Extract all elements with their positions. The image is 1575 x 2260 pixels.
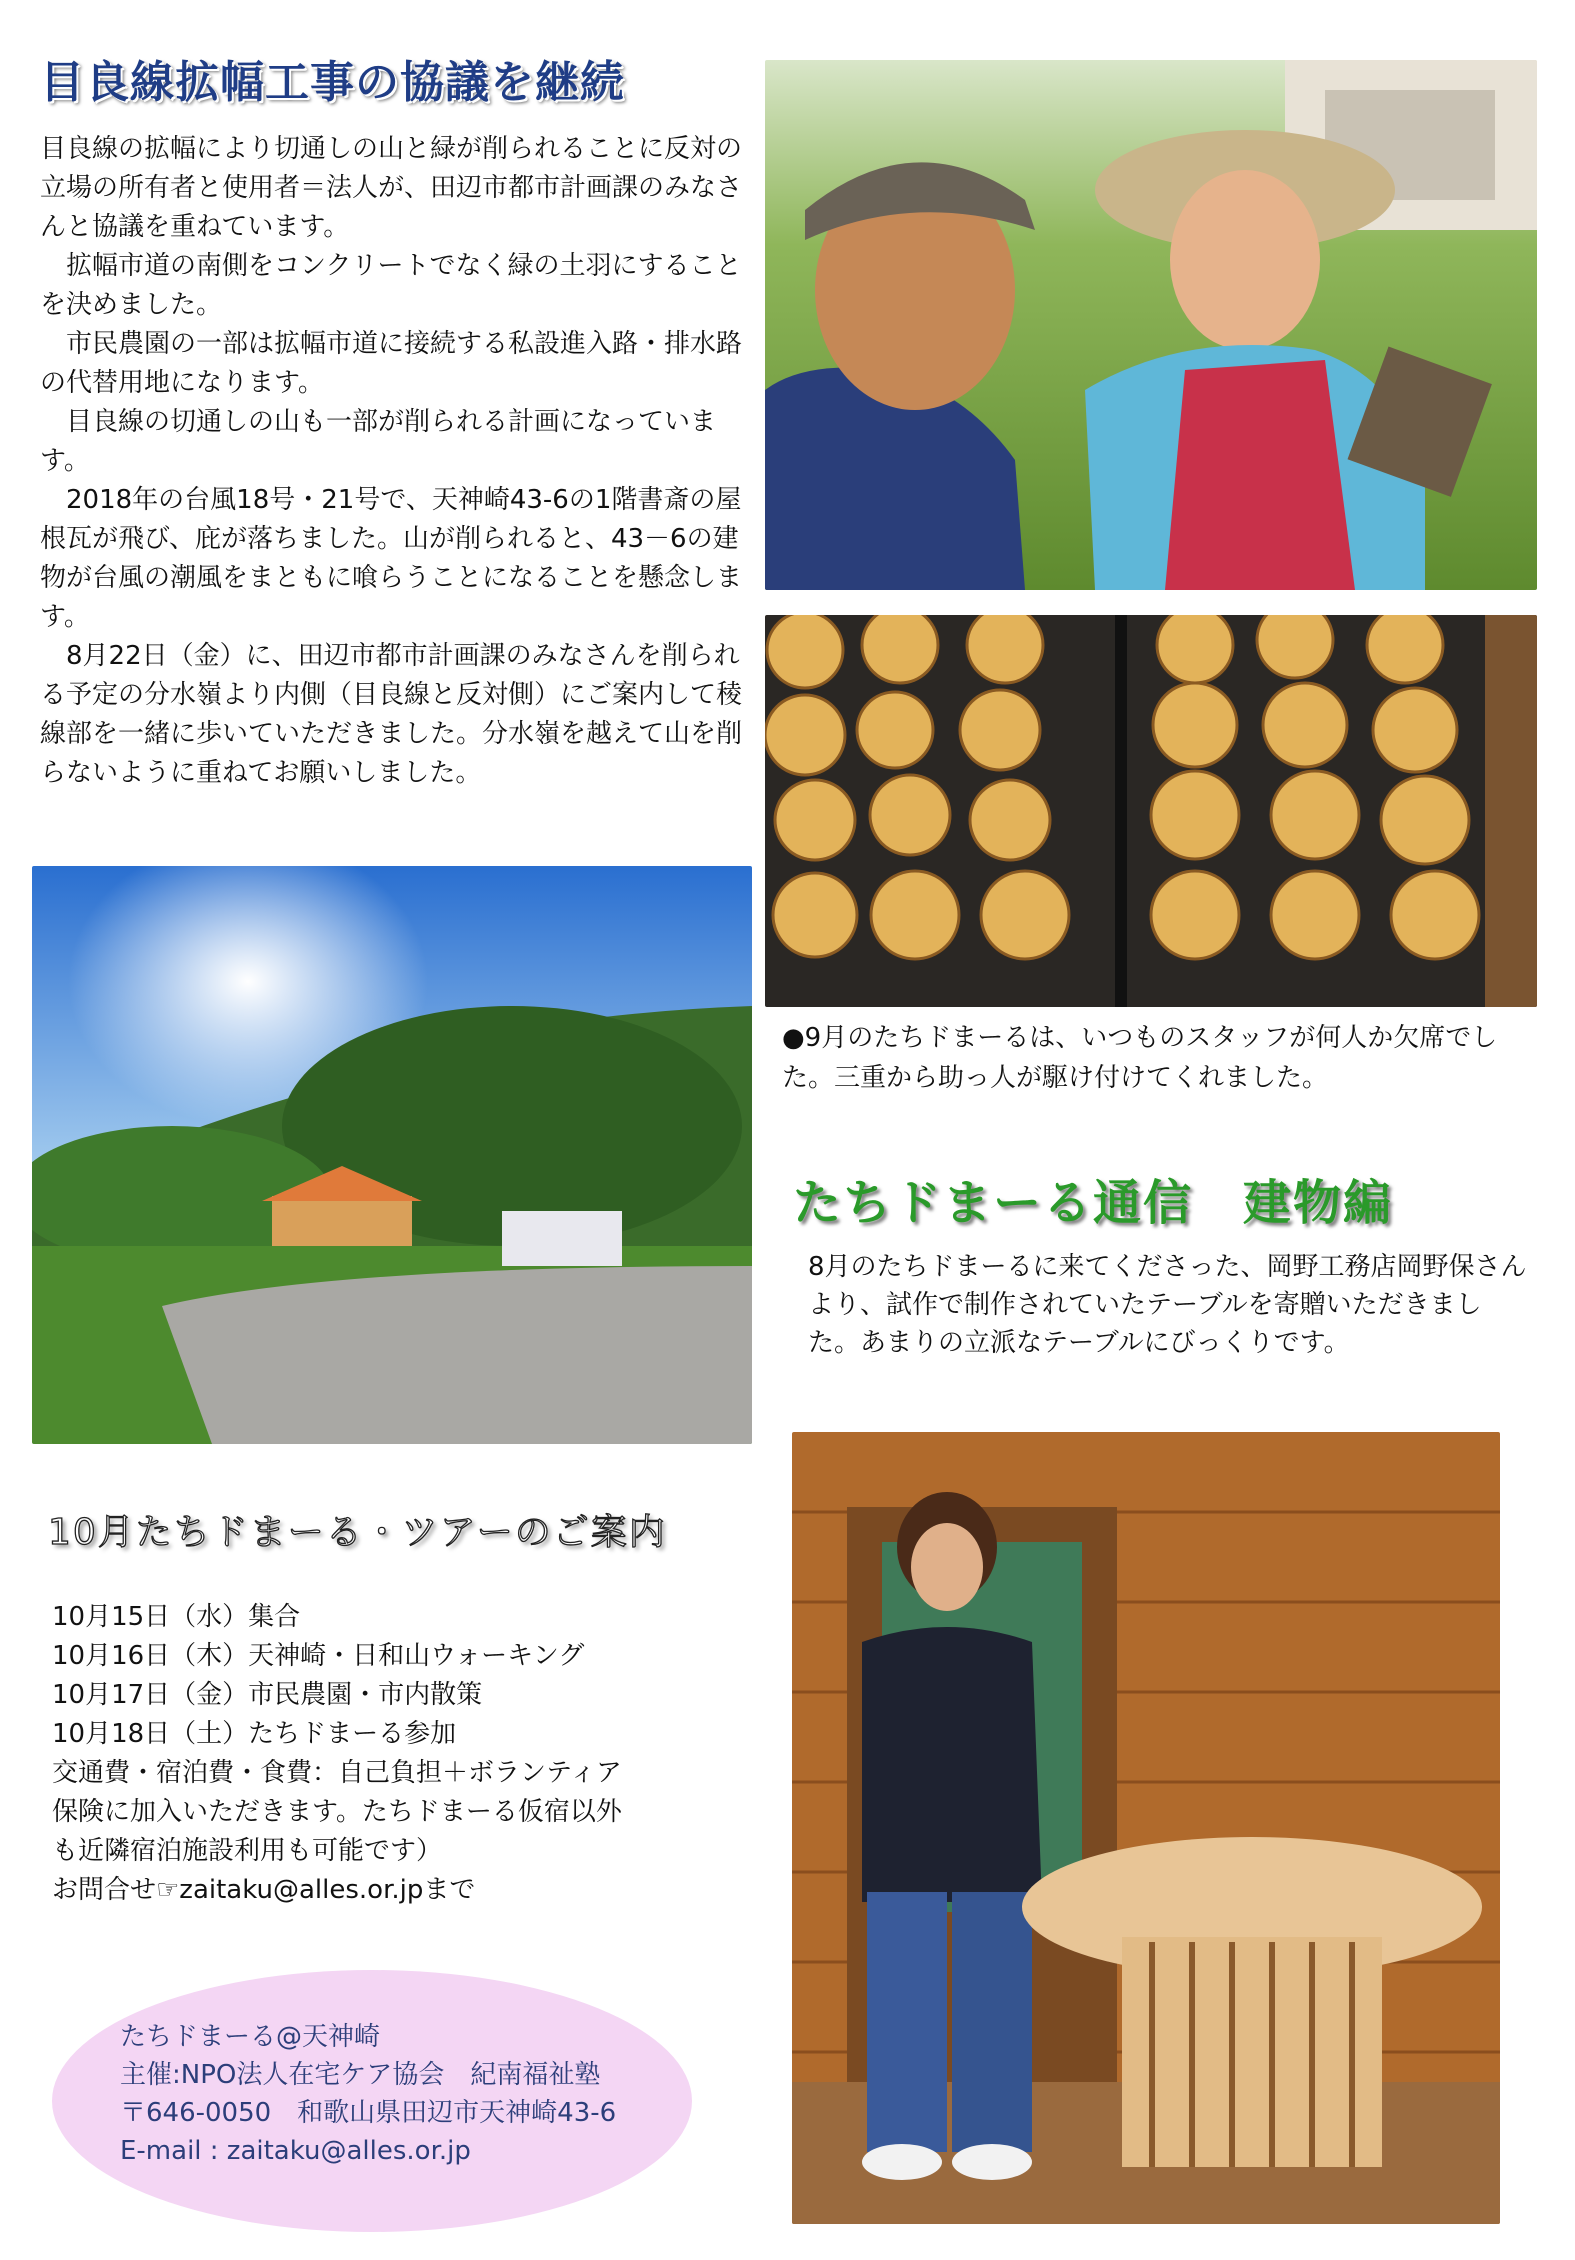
article-paragraph: 目良線の拡幅により切通しの山と緑が削られることに反対の立場の所有者と使用者＝法人が、田辺市都市計画課のみなさんと協議を重ねています。: [40, 134, 743, 242]
article-paragraph: 市民農園の一部は拡幅市道に接続する私設進入路・排水路の代替用地になります。: [40, 329, 743, 398]
tour-line: 10月18日（土）たちドまーる参加: [52, 1719, 457, 1749]
section-paragraph: 8月のたちドまーるに来てくださった、岡野工務店岡野保さんより、試作で制作されていたテーブルを寄贈いただきました。あまりの立派なテーブルにびっくりです。: [808, 1252, 1527, 1358]
newsletter-section-title: たちドまーる通信 建物編: [793, 1175, 1394, 1231]
footer-line: 主催:NPO法人在宅ケア協会 紀南福祉塾: [120, 2060, 601, 2090]
tour-contact: お問合せ☞zaitaku@alles.or.jpまで: [52, 1875, 476, 1905]
article-paragraph: 目良線の切通しの山も一部が削られる計画になっています。: [40, 407, 717, 476]
photo-staff-cooking: [765, 60, 1537, 590]
tour-line: も近隣宿泊施設利用も可能です）: [52, 1836, 443, 1866]
tour-line: 10月15日（水）集合: [52, 1602, 301, 1632]
photo-landscape: [32, 866, 752, 1444]
footer-info: [120, 2018, 616, 2170]
tour-line: 交通費・宿泊費・食費：自己負担＋ボランティア: [52, 1758, 622, 1788]
tour-line: 保険に加入いただきます。たちドまーる仮宿以外: [52, 1797, 622, 1827]
article-body: [40, 130, 745, 793]
article-paragraph: 8月22日（金）に、田辺市都市計画課のみなさんを削られる予定の分水嶺より内側（目良線と反対側）にご案内して稜線部を一緒に歩いていただきました。分水嶺を越えて山を削らないように重ねてお願いしました。: [40, 641, 743, 788]
photo-takoyaki: [765, 615, 1537, 1007]
tour-line: 10月16日（木）天神崎・日和山ウォーキング: [52, 1641, 585, 1671]
article-paragraph: 2018年の台風18号・21号で、天神崎43-6の1階書斎の屋根瓦が飛び、庇が落ちました。山が削られると、43－6の建物が台風の潮風をまともに喰らうことになることを懸念します。: [40, 485, 743, 632]
tour-line: 10月17日（金）市民農園・市内散策: [52, 1680, 483, 1710]
photo-donated-table: [792, 1432, 1500, 2224]
article-paragraph: 拡幅市道の南側をコンクリートでなく緑の土羽にすることを決めました。: [40, 251, 742, 320]
footer-line: 〒646-0050 和歌山県田辺市天神崎43-6: [120, 2098, 617, 2128]
photo-caption: ●9月のたちドまーるは、いつものスタッフが何人か欠席でした。三重から助っ人が駆け付けてくれました。: [782, 1023, 1498, 1093]
footer-email: E-mail : zaitaku@alles.or.jp: [120, 2136, 471, 2166]
article-title: 目良線拡幅工事の協議を継続: [40, 57, 625, 108]
tour-title: 10月たちドまーる・ツアーのご案内: [48, 1512, 667, 1553]
tour-details: [52, 1598, 772, 1910]
footer-line: たちドまーる@天神崎: [120, 2022, 381, 2052]
